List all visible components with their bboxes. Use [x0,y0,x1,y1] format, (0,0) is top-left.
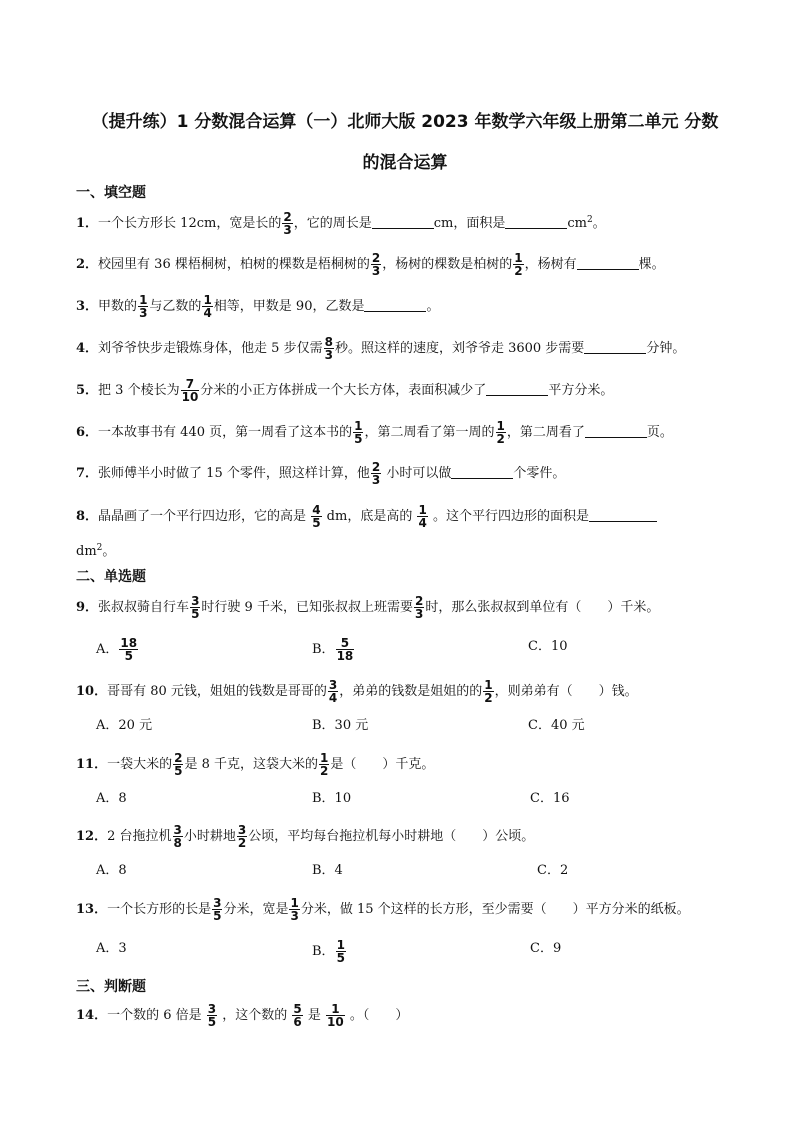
title-line-2: 的混合运算 [362,153,448,173]
question-12: 12．2 台拖拉机 $\frac{3}{8}$ 小时耕地 $\frac{3}{2}$ 公顷，平均每台拖拉机每小时耕地（ ）公顷。 [76,823,535,850]
option-c[interactable]: C．9 [530,941,562,956]
question-7: 7．张师傅半小时做了 15 个零件，照这样计算，他 $\frac{2}{3}$ 小时可以做 个零件。 [76,460,566,487]
fraction: $\frac{3}{4}$ [328,678,338,705]
answer-blank[interactable] [372,215,434,229]
answer-blank[interactable] [577,256,639,270]
option-a[interactable]: A．20 元 [96,718,153,733]
fraction: $\frac{3}{5}$ [191,594,200,621]
option-b[interactable]: B．4 [312,863,343,878]
question-5: 5．把 3 个棱长为 $\frac{7}{10}$ 分米的小正方体拼成一个大长方体，表面积减少了 平方分米。 [76,377,614,404]
fraction: $\frac{5}{6}$ [293,1002,302,1029]
option-a[interactable]: A．3 [96,941,127,956]
fraction: $\frac{1}{5}$ [354,419,363,446]
answer-blank[interactable] [584,340,646,354]
question-13: 13．一个长方形的长是 $\frac{3}{5}$ 分米，宽是 $\frac{1}{3}$ 分米，做 15 个这样的长方形，至少需要（ ）平方分米的纸板。 [76,896,690,923]
question-11: 11．一袋大米的 $\frac{2}{5}$ 是 8 千克，这袋大米的 $\frac{1}{2}$ 是（ ）千克。 [76,751,435,778]
fraction: $\frac{1}{2}$ [514,251,523,278]
option-b[interactable]: B． $\frac{5}{18}$ [312,636,354,663]
question-10: 10．哥哥有 80 元钱，姐姐的钱数是哥哥的 $\frac{3}{4}$ ，弟弟的钱数是姐姐的的 $\frac{1}{2}$ ，则弟弟有（ ）钱。 [76,678,638,705]
option-c[interactable]: C．10 [528,639,568,654]
option-a[interactable]: A．8 [96,791,127,806]
question-6: 6．一本故事书有 440 页，第一周看了这本书的 $\frac{1}{5}$ ，第二周看了第一周的 $\frac{1}{2}$ ，第二周看了 页。 [76,419,673,446]
question-8-unit: $dm^2$。 [76,543,116,559]
fraction: $\frac{2}{3}$ [283,210,292,237]
question-4: 4．刘爷爷快步走锻炼身体，他走 5 步仅需 $\frac{8}{3}$ 秒。照这样的速度，刘爷爷走 3600 步需要 分钟。 [76,335,686,362]
fraction: $\frac{3}{8}$ [173,823,182,850]
fraction: $\frac{1}{4}$ [418,503,427,530]
fraction: $\frac{7}{10}$ [181,377,199,404]
section-fill-blank: 一、填空题 [76,185,146,201]
option-c[interactable]: C．40 元 [528,718,585,733]
answer-blank[interactable] [589,508,657,522]
option-a[interactable]: A． $\frac{18}{5}$ [96,636,138,663]
section-single-choice: 二、单选题 [76,569,146,585]
question-14: 14．一个数的 6 倍是 $\frac{3}{5}$ ，这个数的 $\frac{5}{6}$ 是 $\frac{1}{10}$ 。（ ） [76,1002,409,1029]
section-true-false: 三、判断题 [76,979,146,995]
fraction: $\frac{3}{2}$ [237,823,247,850]
option-a[interactable]: A．8 [96,863,127,878]
option-b[interactable]: B．10 [312,791,352,806]
answer-blank[interactable] [451,465,513,479]
option-c[interactable]: C．16 [530,791,570,806]
question-2: 2．校园里有 36 棵梧桐树，柏树的棵数是梧桐树的 $\frac{2}{3}$ ，杨树的棵数是柏树的 $\frac{1}{2}$ ，杨树有 棵。 [76,251,665,278]
option-c[interactable]: C．2 [537,863,569,878]
fraction: $\frac{2}{3}$ [414,594,424,621]
fraction: $\frac{1}{2}$ [484,678,493,705]
question-3: 3．甲数的 $\frac{1}{3}$ 与乙数的 $\frac{1}{4}$ 相等，甲数是 90，乙数是 。 [76,293,440,320]
fraction: $\frac{1}{3}$ [290,896,299,923]
fraction: $\frac{1}{2}$ [496,419,505,446]
fraction: $\frac{3}{5}$ [213,896,222,923]
answer-blank[interactable] [364,298,426,312]
title-line-1: （提升练）1 分数混合运算（一）北师大版 2023 年数学六年级上册第二单元 分数 [91,112,719,132]
answer-blank[interactable] [505,215,567,229]
answer-blank[interactable] [486,382,548,396]
answer-blank[interactable] [585,424,647,438]
question-1: 1．一个长方形长 12cm，宽是长的 $\frac{2}{3}$ ，它的周长是 cm，面积是 $cm^2$。 [76,210,606,237]
fraction: $\frac{2}{3}$ [371,460,381,487]
fraction: $\frac{1}{3}$ [139,293,148,320]
fraction: $\frac{1}{2}$ [320,751,329,778]
fraction: $\frac{1}{4}$ [203,293,212,320]
fraction: $\frac{8}{3}$ [324,335,333,362]
fraction: $\frac{2}{3}$ [371,251,381,278]
option-b[interactable]: B． $\frac{1}{5}$ [312,938,345,965]
question-9: 9．张叔叔骑自行车 $\frac{3}{5}$ 时行驶 9 千米，已知张叔叔上班需要 $\frac{2}{3}$ 时，那么张叔叔到单位有（ ）千米。 [76,594,660,621]
option-b[interactable]: B．30 元 [312,718,369,733]
fraction: $\frac{1}{10}$ [327,1002,344,1029]
fraction: $\frac{3}{5}$ [207,1002,217,1029]
fraction: $\frac{4}{5}$ [312,503,321,530]
question-8: 8．晶晶画了一个平行四边形，它的高是 $\frac{4}{5}$ dm，底是高的 $\frac{1}{4}$ 。这个平行四边形的面积是 [76,504,657,529]
fraction: $\frac{2}{5}$ [174,751,183,778]
